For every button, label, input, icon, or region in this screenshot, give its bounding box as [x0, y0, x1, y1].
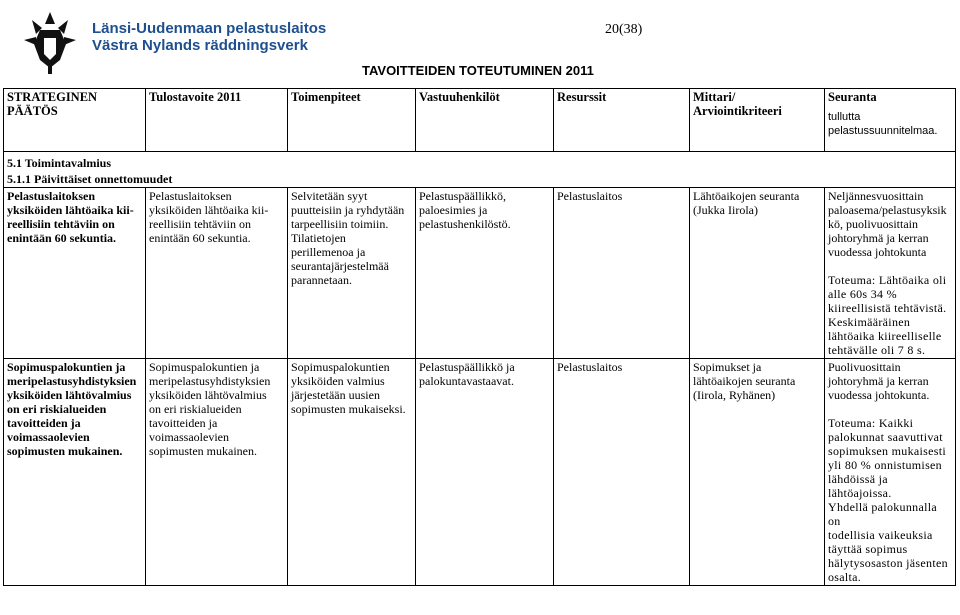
column-header-follow-up — [825, 89, 956, 152]
cell-text-line: palokuntavastaavat. — [419, 374, 514, 388]
follow-up-text-line: pelastussuunnitelmaa. — [828, 125, 938, 137]
cell-text-line: voimassaolevien — [149, 430, 229, 444]
resources-cell: Pelastuslaitos — [554, 188, 690, 359]
cell-text-line: paloesimies ja — [419, 203, 488, 217]
follow-up-cell — [825, 359, 956, 586]
cell-text-line: lähdöissä ja lähtöajoissa. — [828, 472, 892, 500]
cell-text-line: Yhdellä palokunnalla on — [828, 500, 937, 528]
resources-cell: Pelastuslaitos — [554, 359, 690, 586]
cell-text-line: yksiköiden lähtöaika kii- — [7, 203, 134, 217]
cell-text-line: Keskimääräinen — [828, 315, 911, 329]
cell-text-line: Puolivuosittain — [828, 360, 901, 374]
column-header-goal: Tulostavoite 2011 — [146, 89, 288, 152]
section-row-daily-accidents — [4, 171, 956, 188]
cell-text-line: sopimusten mukaiseksi. — [291, 402, 406, 416]
cell-text-line: paloasema/pelastusyksik — [828, 203, 947, 217]
cell-text-line: Sopimuspalokuntien ja — [149, 360, 260, 374]
document-title: TAVOITTEIDEN TOTEUTUMINEN 2011 — [362, 63, 594, 78]
cell-text-line: sopimuksen mukaisesti — [828, 444, 946, 458]
cell-text-line: Neljännesvuosittain — [828, 189, 924, 203]
goal-cell — [146, 359, 288, 586]
cell-text-line: Tilatietojen — [291, 231, 346, 245]
goal-cell — [146, 188, 288, 359]
cell-text-line: on eri riskialueiden — [7, 402, 107, 416]
cell-text-line: järjestetään uusien — [291, 388, 380, 402]
cell-text-line: Toteuma: Kaikki — [828, 416, 914, 430]
cell-text-line: meripelastusyhdistyksien — [7, 374, 137, 388]
follow-up-text-line: tullutta — [828, 111, 861, 123]
cell-text-line: Lähtöaikojen seuranta — [693, 189, 800, 203]
organization-name-swedish: Västra Nylands räddningsverk — [92, 37, 308, 54]
cell-text-line: lähtöaika kiireelliselle — [828, 329, 942, 343]
cell-text-line: yksiköiden lähtöaika kii- — [149, 203, 269, 217]
responsible-cell — [416, 359, 554, 586]
cell-text-line: Toteuma: Lähtöaika oli — [828, 273, 947, 287]
cell-text-line: yksiköiden valmius — [291, 374, 385, 388]
column-header-responsible: Vastuuhenkilöt — [416, 89, 554, 152]
page-number: 20(38) — [605, 22, 643, 37]
cell-text-line: yksiköiden lähtövalmius — [149, 388, 267, 402]
column-header-follow-up-label: Seuranta — [828, 90, 877, 104]
cell-text-line: yli 80 % onnistumisen — [828, 458, 942, 472]
cell-text-line: johtoryhmä ja kerran — [828, 231, 929, 245]
responsible-cell — [416, 188, 554, 359]
cell-text-line: voimassaolevien — [7, 430, 90, 444]
follow-up-cell — [825, 188, 956, 359]
cell-text-line: hälytysosaston jäsenten — [828, 556, 948, 570]
table-row — [4, 188, 956, 359]
cell-text-line: Pelastuslaitoksen — [149, 189, 232, 203]
cell-text-line: palokunnat saavuttivat — [828, 430, 943, 444]
cell-text-line: Sopimukset ja — [693, 360, 762, 374]
cell-text-line: kö, puolivuosittain — [828, 217, 918, 231]
cell-text-line: puutteisiin ja ryhdytään — [291, 203, 405, 217]
actions-cell — [288, 359, 416, 586]
cell-text-line: sopimusten mukainen. — [149, 444, 257, 458]
spacer — [828, 402, 952, 416]
cell-text-line: Pelastuslaitoksen — [7, 189, 96, 203]
cell-text-line: vuodessa johtokunta. — [828, 388, 930, 402]
cell-text-line: lähtöaikojen seuranta — [693, 374, 796, 388]
subsection-heading: 5.1.1 Päivittäiset onnettomuudet — [4, 171, 956, 188]
cell-text-line: johtoryhmä ja kerran — [828, 374, 929, 388]
cell-text-line: reellisiin tehtäviin on — [7, 217, 115, 231]
spacer — [828, 259, 952, 273]
cell-text-line: enintään 60 sekuntia. — [7, 231, 117, 245]
column-header-actions: Toimenpiteet — [288, 89, 416, 152]
cell-text-line: on eri riskialueiden — [149, 402, 242, 416]
column-header-meter: Mittari/ Arviointikriteeri — [690, 89, 825, 152]
cell-text-line: sopimusten mukainen. — [7, 444, 123, 458]
strategic-decision-cell — [4, 188, 146, 359]
cell-text-line: tavoitteiden ja — [149, 416, 218, 430]
cell-text-line: Selvitetään syyt — [291, 189, 368, 203]
cell-text-line: yksiköiden lähtövalmius — [7, 388, 132, 402]
cell-text-line: perillemenoa ja — [291, 245, 366, 259]
cell-text-line: tehtävälle oli 7 8 s. — [828, 343, 926, 357]
table-row — [4, 359, 956, 586]
logo-emblem — [22, 10, 78, 76]
follow-up-continued-text — [828, 110, 952, 138]
column-header-resources: Resurssit — [554, 89, 690, 152]
cell-text-line: todellisia vaikeuksia — [828, 528, 933, 542]
cell-text-line: kiireellisistä tehtävistä. — [828, 301, 947, 315]
cell-text-line: tarpeellisiin toimiin. — [291, 217, 389, 231]
cell-text-line: Pelastuspäällikkö, — [419, 189, 506, 203]
cell-text-line: Sopimuspalokuntien — [291, 360, 390, 374]
cell-text-line: Pelastuspäällikkö ja — [419, 360, 515, 374]
goals-table — [3, 88, 956, 586]
column-header-strategic-decision: STRATEGINEN PÄÄTÖS — [4, 89, 146, 152]
cell-text-line: parannetaan. — [291, 273, 352, 287]
table-header-row — [4, 89, 956, 152]
meter-cell — [690, 188, 825, 359]
cell-text-line: reellisiin tehtäviin on — [149, 217, 251, 231]
cell-text-line: osalta. — [828, 570, 862, 584]
section-heading: 5.1 Toimintavalmius — [4, 152, 956, 172]
cell-text-line: pelastushenkilöstö. — [419, 217, 511, 231]
cell-text-line: seurantajärjestelmää — [291, 259, 389, 273]
cell-text-line: (Iirola, Ryhänen) — [693, 388, 776, 402]
cell-text-line: meripelastusyhdistyksien — [149, 374, 271, 388]
cell-text-line: alle 60s 34 % — [828, 287, 897, 301]
organization-name-finnish: Länsi-Uudenmaan pelastuslaitos — [92, 20, 327, 37]
cell-text-line: (Jukka Iirola) — [693, 203, 758, 217]
cell-text-line: enintään 60 sekuntia. — [149, 231, 251, 245]
meter-cell — [690, 359, 825, 586]
actions-cell — [288, 188, 416, 359]
section-row-readiness — [4, 152, 956, 172]
strategic-decision-cell — [4, 359, 146, 586]
cell-text-line: vuodessa johtokunta — [828, 245, 927, 259]
cell-text-line: täyttää sopimus — [828, 542, 908, 556]
cell-text-line: Sopimuspalokuntien ja — [7, 360, 126, 374]
cell-text-line: tavoitteiden ja — [7, 416, 81, 430]
